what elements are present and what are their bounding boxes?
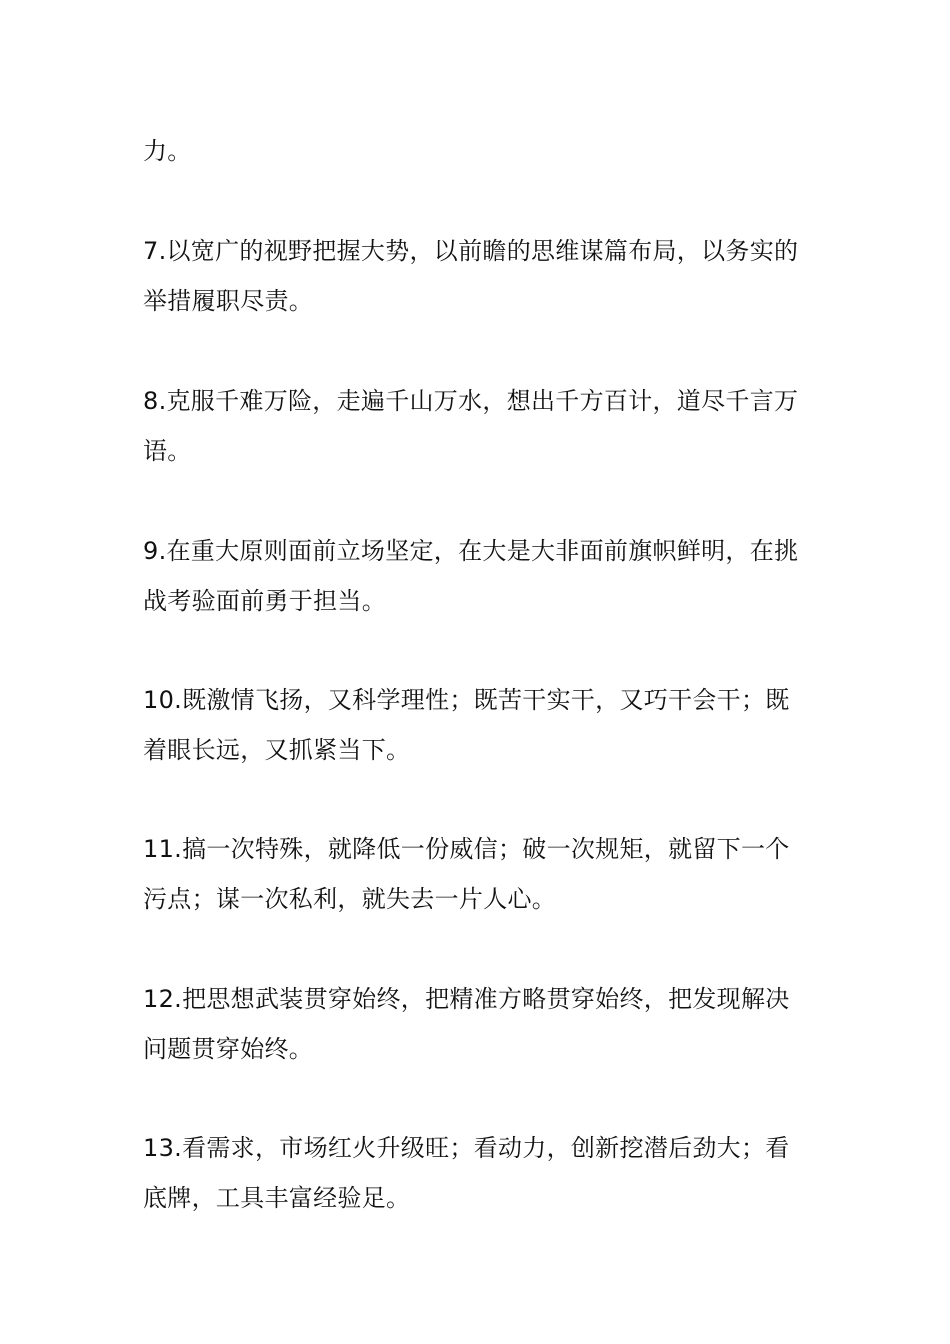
paragraph-item-10: 10.既激情飞扬，又科学理性；既苦干实干，又巧干会干；既着眼长远，又抓紧当下。 bbox=[143, 686, 790, 764]
paragraph-item-8: 8.克服千难万险，走遍千山万水，想出千方百计，道尽千言万语。 bbox=[143, 387, 799, 465]
paragraph-item-12: 12.把思想武装贯穿始终，把精准方略贯穿始终，把发现解决问题贯穿始终。 bbox=[143, 985, 790, 1063]
paragraph-item-9: 9.在重大原则面前立场坚定，在大是大非面前旗帜鲜明，在挑战考验面前勇于担当。 bbox=[143, 537, 799, 615]
paragraph-item-11: 11.搞一次特殊，就降低一份威信；破一次规矩，就留下一个污点；谋一次私利，就失去一片人心。 bbox=[143, 835, 790, 913]
paragraph-continuation: 力。 bbox=[143, 137, 192, 165]
paragraph-item-13: 13.看需求，市场红火升级旺；看动力，创新挖潜后劲大；看底牌，工具丰富经验足。 bbox=[143, 1134, 790, 1212]
paragraph-item-7: 7.以宽广的视野把握大势，以前瞻的思维谋篇布局，以务实的举措履职尽责。 bbox=[143, 237, 799, 315]
